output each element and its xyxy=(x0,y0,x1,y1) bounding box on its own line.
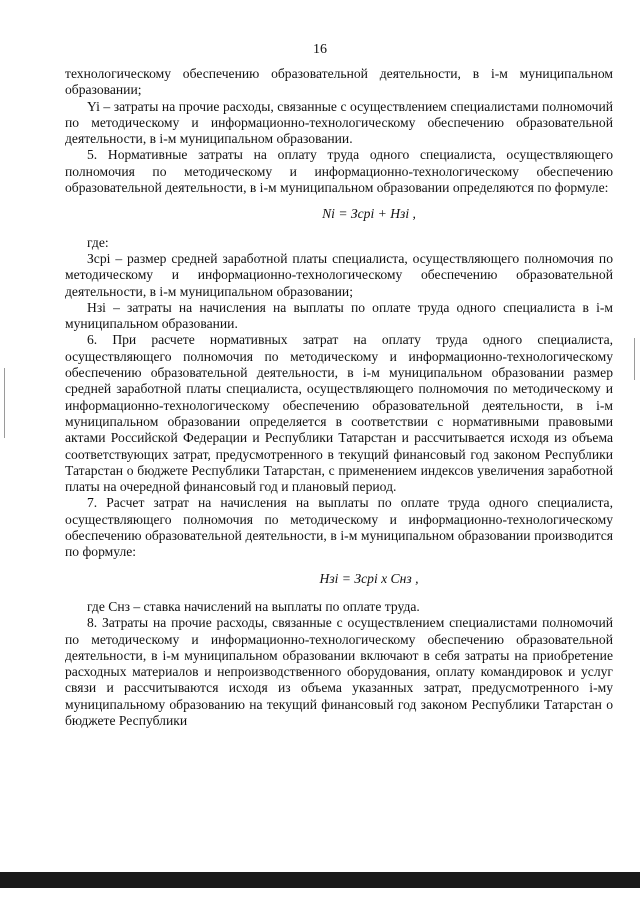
paragraph-6: 6. При расчете нормативных затрат на оплату труда одного специалиста, осуществляющего полномочия по методическому и информационно-технологическому обеспечению образовательной деятельности, в i-м муниципальном образовании размер средней заработной платы специалиста, осуществляющего полномочия по методическому и информационно-технологическому обеспечению образовательной деятельности, в i-м муниципальном образовании определяется в соответствии с нормативными правовыми актами Российской Федерации и Республики Татарстан и рассчитывается исходя из объема соответствующих затрат, предусмотренного в текущий финансовый год законом Республики Татарстан о бюджете Республики Татарстан, с применением индексов увеличения заработной платы на очередной финансовый год и плановый период. xyxy=(65,332,613,495)
formula-ni: Ni = Зсрi + Нзi , xyxy=(322,206,416,222)
page-number: 16 xyxy=(313,42,327,57)
paragraph-zsr-definition: Зсрi – размер средней заработной платы специалиста, осуществляющего полномочия по методическому и информационно-технологическому обеспечению образовательной деятельности, в i-м муниципальном образовании; xyxy=(65,250,613,299)
formula-nz: Нзi = Зсрi х Снз , xyxy=(319,570,419,586)
where-label: где: xyxy=(87,234,109,250)
paragraph-yi-definition: Yi – затраты на прочие расходы, связанные с осуществлением специалистами полномочий по методическому и информационно-технологическому обеспечению образовательной деятельности, в i-м муниципальном образовании. xyxy=(65,98,613,147)
paragraph-continuation: технологическому обеспечению образовательной деятельности, в i-м муниципальном образовании; xyxy=(65,66,613,98)
paragraph-nz-definition: Нзi – затраты на начисления на выплаты по оплате труда одного специалиста в i-м муниципальном образовании. xyxy=(65,299,613,332)
paragraph-snz-definition: где Снз – ставка начислений на выплаты по оплате труда. xyxy=(87,598,420,614)
scan-edge-mark-left xyxy=(4,368,5,438)
paragraph-8: 8. Затраты на прочие расходы, связанные с осуществлением специалистами полномочий по методическому и информационно-технологическому обеспечению образовательной деятельности, в i-м муниципальном образовании включают в себя затраты на приобретение расходных материалов и непроизводственного оборудования, оплату командировок и услуг связи и рассчитываются исходя из объема указанных затрат, предусмотренного i-му муниципальному образованию на текущий финансовый год законом Республики Татарстан о бюджете Республики xyxy=(65,615,613,728)
scan-bottom-border xyxy=(0,872,640,888)
paragraph-7: 7. Расчет затрат на начисления на выплаты по оплате труда одного специалиста, осуществляющего полномочия по методическому и информационно-технологическому обеспечению образовательной деятельности, в i-м муниципальном образовании производится по формуле: xyxy=(65,495,613,560)
scan-edge-mark-right xyxy=(634,338,635,380)
paragraph-5: 5. Нормативные затраты на оплату труда одного специалиста, осуществляющего полномочия по методическому и информационно-технологическому обеспечению образовательной деятельности, в i-м муниципальном образовании определяются по формуле: xyxy=(65,147,613,196)
document-body xyxy=(65,66,613,729)
